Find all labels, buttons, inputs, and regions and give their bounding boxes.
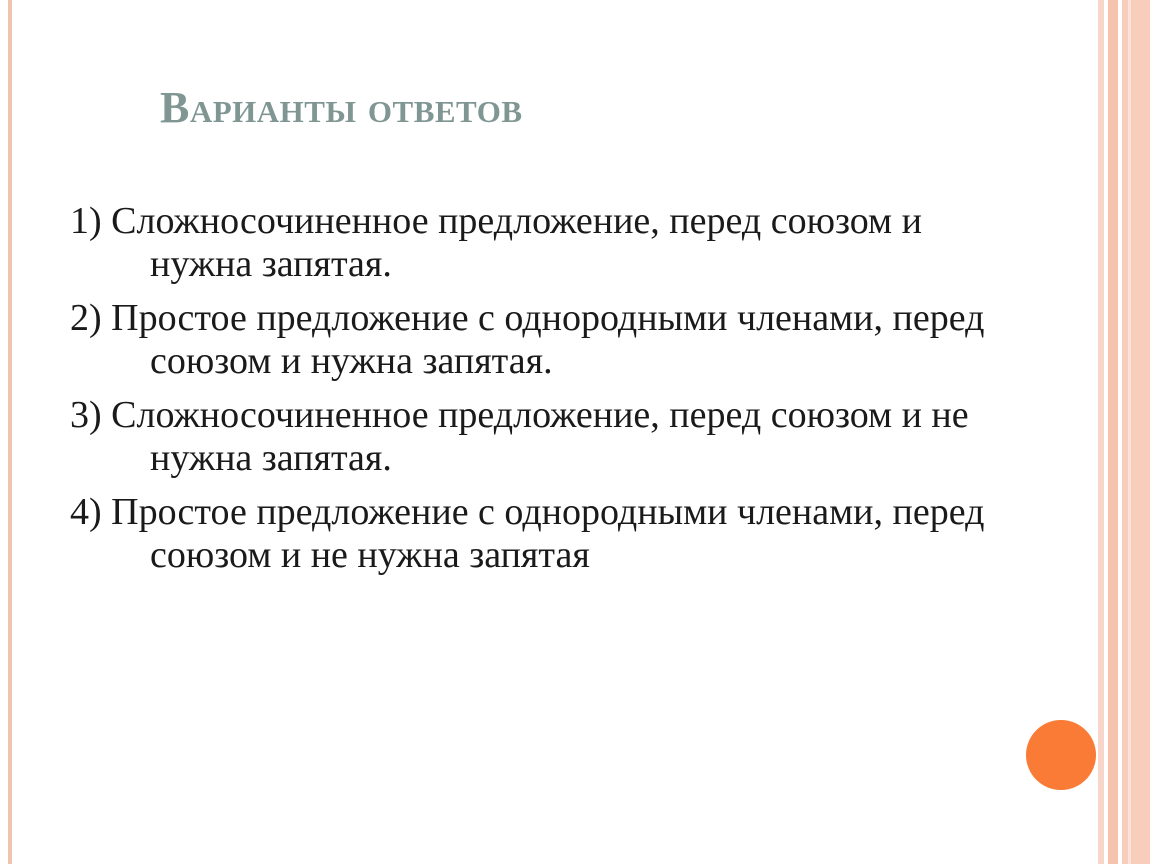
option-number: 3) — [70, 394, 102, 436]
option-text: Сложносочиненное предложение, перед союзом и нужна запятая. — [111, 200, 922, 285]
accent-circle-decoration — [1026, 720, 1096, 790]
left-border-decoration — [8, 0, 12, 864]
answer-option — [70, 394, 1030, 480]
answer-option — [70, 200, 1030, 286]
right-stripe-decoration — [1128, 0, 1131, 864]
option-number: 4) — [70, 491, 102, 533]
right-stripe-decoration — [1122, 0, 1150, 864]
option-text: Сложносочиненное предложение, перед союзом и не нужна запятая. — [111, 394, 969, 479]
option-number: 2) — [70, 297, 102, 339]
answer-option — [70, 297, 1030, 383]
answer-option — [70, 491, 1030, 577]
option-number: 1) — [70, 200, 102, 242]
option-text: Простое предложение с однородными членами, перед союзом и нужна запятая. — [111, 297, 985, 382]
option-text: Простое предложение с однородными членами, перед союзом и не нужна запятая — [111, 491, 985, 576]
answer-options-list — [70, 200, 1030, 588]
right-stripe-decoration — [1108, 0, 1118, 864]
slide-title: Варианты ответов — [160, 83, 523, 132]
